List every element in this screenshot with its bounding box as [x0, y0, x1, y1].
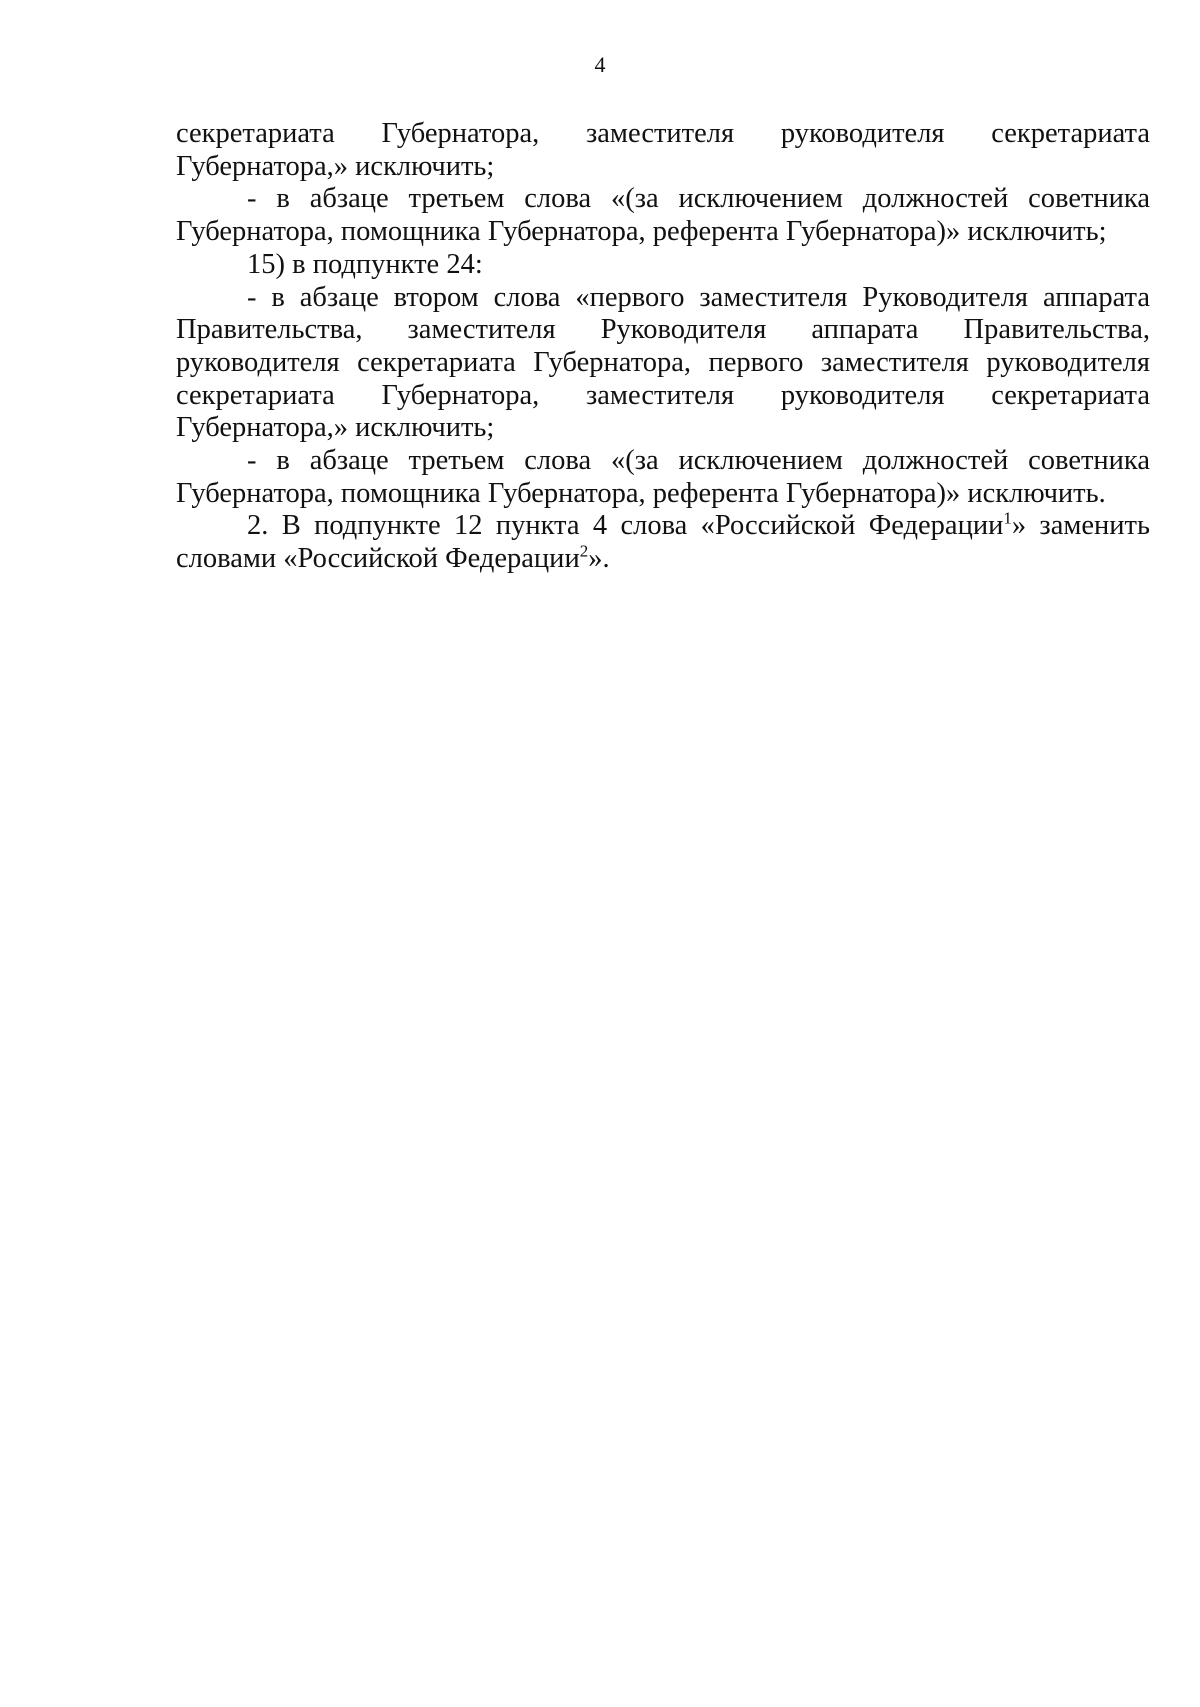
paragraph [176, 249, 1150, 282]
paragraph-text: - в абзаце третьем слова «(за исключением должностей советника Губернатора, помощника Губернатора, референта Губернатора)» исключить; [176, 183, 1150, 248]
paragraph-text: - в абзаце третьем слова «(за исключением должностей советника Губернатора, помощника Губернатора, референта Губернатора)» исключить. [176, 445, 1150, 509]
paragraph [176, 282, 1150, 446]
paragraph-text: 2. В подпункте 12 пункта 4 слова «Российской Федерации [247, 510, 1004, 542]
footnote-reference: 2 [579, 541, 589, 561]
footnote-reference: 1 [1003, 508, 1012, 528]
paragraph-text: » заменить словами «Российской Федерации [176, 510, 1150, 575]
paragraph-text: 15) в подпункте 24: [247, 248, 483, 280]
page-number: 4 [594, 52, 606, 77]
paragraph [176, 445, 1150, 510]
paragraph [176, 118, 1150, 183]
document-body [176, 118, 1150, 576]
paragraph [176, 510, 1150, 575]
paragraph-text: секретариата Губернатора, заместителя руководителя секретариата Губернатора,» исключить; [176, 118, 1150, 182]
paragraph-text: - в абзаце втором слова «первого заместителя Руководителя аппарата Правительства, заместителя Руководителя аппарата Правительства, руководителя секретариата Губернатора, первого заместителя руководителя секретариата Губернатора, заместителя руководителя секретариата Губернатора,» исключить; [176, 281, 1150, 444]
paragraph [176, 183, 1150, 248]
paragraph-text: ». [588, 543, 610, 575]
